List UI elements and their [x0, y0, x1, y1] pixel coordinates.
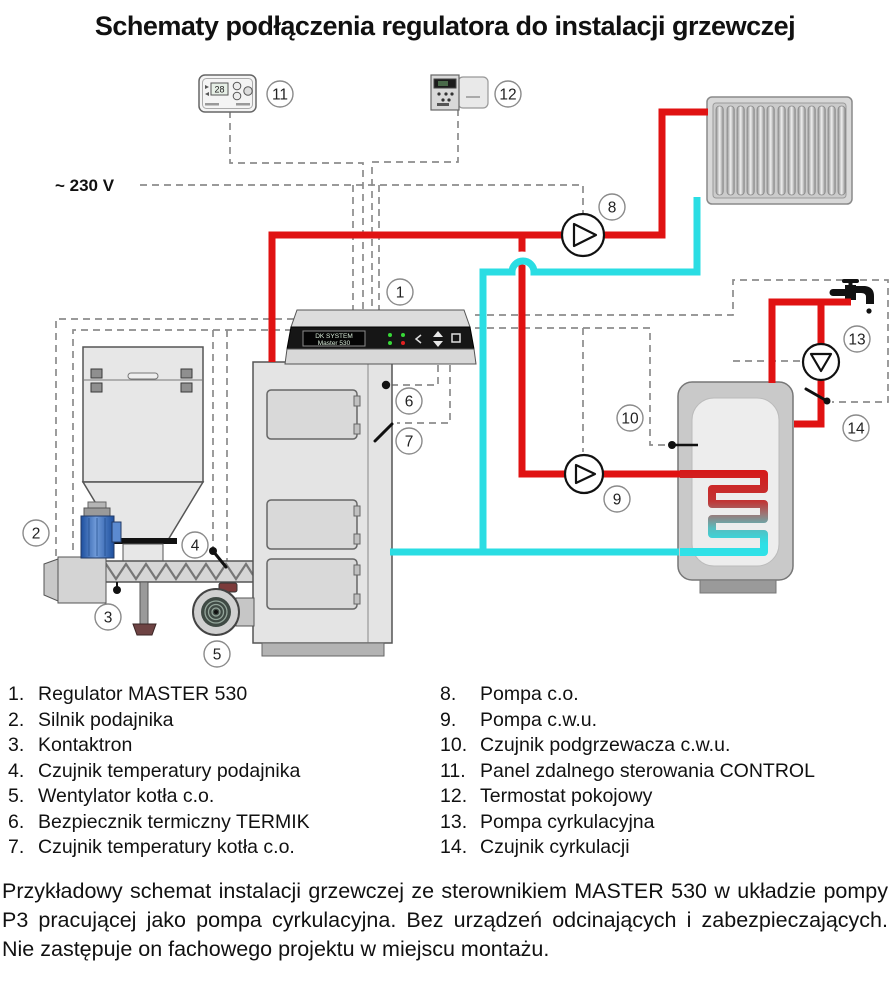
svg-text:11: 11: [271, 86, 289, 104]
legend-item: 8. Pompa c.o.: [440, 683, 579, 705]
hopper-lid-handle: [128, 373, 158, 379]
wire-room-thermostat: [372, 109, 458, 310]
reed-switch-sensor: [113, 582, 121, 594]
footer-note: Przykładowy schemat instalacji grzewczej ze sterownikiem MASTER 530 w układzie pompy P3 pracującej jako pompa cyrkulacyjna. Bez urządzeń odcinających i zabezpieczających. Nie zastępuje on fachowego projektu w miejscu montażu.: [2, 878, 888, 961]
water-drip: [866, 308, 871, 313]
callout-4: [182, 532, 208, 558]
boiler: [253, 362, 392, 656]
callout-14: [843, 415, 869, 441]
callout-10: [617, 405, 643, 431]
legend-item: 5. Wentylator kotła c.o.: [8, 785, 215, 807]
svg-text:14: 14: [847, 420, 865, 438]
svg-text:10: 10: [621, 410, 639, 428]
callout-12: [495, 81, 521, 107]
callout-2: [23, 520, 49, 546]
gear-icon: [244, 87, 252, 95]
legend-item: 14. Czujnik cyrkulacji: [440, 836, 630, 858]
callout-8: [599, 194, 625, 220]
callout-13: [844, 326, 870, 352]
legend-item: 2. Silnik podajnika: [8, 708, 174, 731]
callout-6: [396, 388, 422, 414]
controller-display-line2: Master 530: [317, 340, 351, 347]
heating-schematic-diagram: [0, 52, 890, 680]
remote-panel-display-value: 28: [214, 84, 225, 95]
wire-remote-panel: [230, 111, 363, 310]
legend: [0, 682, 890, 861]
legend-item: 11. Panel zdalnego sterowania CONTROL: [440, 759, 815, 782]
page-title: Schematy podłączenia regulatora do instalacji grzewczej: [94, 10, 796, 41]
svg-text:7: 7: [404, 433, 414, 451]
remote-control-panel: [199, 75, 256, 112]
svg-text:3: 3: [103, 609, 113, 627]
controller-master-530: [285, 310, 476, 364]
feeder-support-leg: [133, 582, 156, 635]
legend-item: 3. Kontaktron: [8, 734, 133, 756]
legend-right-column: [440, 682, 890, 861]
svg-text:12: 12: [499, 86, 517, 104]
svg-text:1: 1: [395, 284, 405, 302]
pump-circulation-icon: [803, 344, 839, 380]
svg-text:2: 2: [31, 525, 41, 543]
legend-item: 9. Pompa c.w.u.: [440, 708, 598, 731]
legend-item: 13. Pompa cyrkulacyjna: [440, 810, 655, 833]
legend-item: 7. Czujnik temperatury kotła c.o.: [8, 836, 295, 858]
wire-230v-bus: [140, 185, 583, 213]
wire-termik: [392, 365, 438, 385]
legend-item: 1. Regulator MASTER 530: [8, 683, 248, 705]
controller-display-line1: DK SYSTEM: [315, 333, 353, 340]
legend-item: 12. Termostat pokojowy: [440, 785, 653, 807]
callout-7: [396, 428, 422, 454]
wire-circulation-box: [475, 280, 888, 402]
legend-item: 6. Bezpiecznik termiczny TERMIK: [8, 810, 310, 833]
faucet-icon: [830, 279, 875, 314]
termik-fuse-dot: [382, 381, 390, 389]
pump-cwu-icon: [565, 455, 603, 493]
callout-9: [604, 486, 630, 512]
svg-text:9: 9: [612, 491, 622, 509]
pump-co-icon: [562, 214, 604, 256]
legend-item: 4. Czujnik temperatury podajnika: [8, 759, 301, 782]
radiator: [707, 97, 852, 204]
svg-text:8: 8: [607, 199, 617, 217]
circulation-sensor-dot: [824, 398, 831, 405]
boiler-doors: [267, 390, 357, 609]
boiler-fan: [193, 583, 254, 635]
room-thermostat: [431, 75, 488, 110]
callout-3: [95, 604, 121, 630]
callout-5: [204, 641, 230, 667]
legend-left-column: [0, 682, 440, 861]
svg-text:4: 4: [190, 537, 200, 555]
callout-1: [387, 279, 413, 305]
svg-text:13: 13: [848, 331, 866, 349]
callout-11: [267, 81, 293, 107]
svg-text:5: 5: [212, 646, 222, 664]
svg-text:6: 6: [404, 393, 414, 411]
legend-item: 10. Czujnik podgrzewacza c.w.u.: [440, 734, 731, 756]
voltage-label: ~ 230 V: [55, 176, 115, 195]
